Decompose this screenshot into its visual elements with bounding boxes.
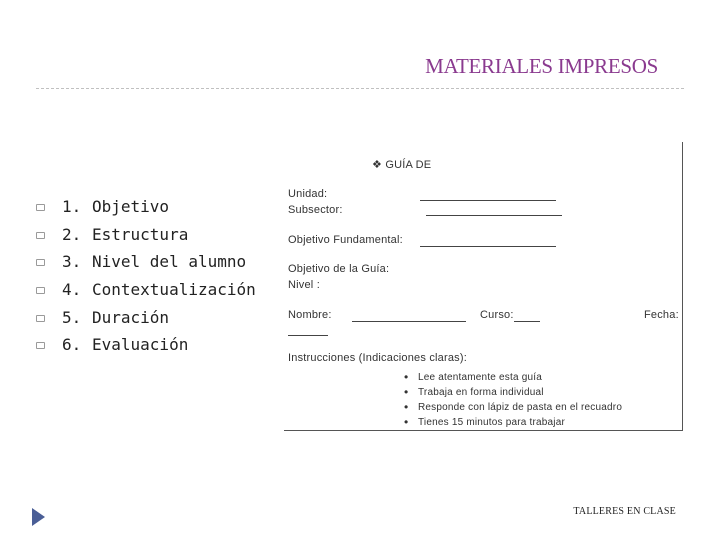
unidad-label: Unidad: — [288, 188, 328, 200]
instruction-item: • Lee atentamente esta guía — [404, 370, 622, 385]
objetivo-fundamental-label: Objetivo Fundamental: — [288, 234, 403, 246]
curso-blank — [514, 321, 540, 322]
list-item-number: 3. — [62, 252, 82, 272]
square-bullet-icon — [36, 285, 45, 294]
square-bullet-icon — [36, 230, 45, 239]
instrucciones-label: Instrucciones (Indicaciones claras): — [288, 352, 467, 364]
square-bullet-icon — [36, 340, 45, 349]
subsector-label: Subsector: — [288, 204, 343, 216]
guide-heading: ❖ GUÍA DE — [372, 159, 432, 171]
subsector-blank — [426, 215, 562, 216]
nombre-label: Nombre: — [288, 309, 332, 321]
list-item — [36, 248, 256, 276]
guide-document-image — [284, 142, 683, 431]
list-item-text: Evaluación — [92, 335, 189, 355]
list-item — [36, 331, 256, 359]
list-item-number: 6. — [62, 335, 82, 355]
list-item — [36, 303, 256, 331]
list-item-text: Contextualización — [92, 280, 256, 300]
list-item-text: Nivel del alumno — [92, 252, 247, 272]
title-divider — [36, 88, 684, 89]
fecha-label: Fecha: — [644, 309, 679, 321]
list-item-text: Duración — [92, 307, 170, 327]
square-bullet-icon — [36, 313, 45, 322]
objetivo-fundamental-blank — [420, 246, 556, 247]
objetivo-guia-label: Objetivo de la Guía: — [288, 263, 390, 275]
page-title: MATERIALES IMPRESOS — [425, 54, 658, 78]
fecha-blank — [288, 335, 328, 336]
topic-list — [36, 193, 256, 359]
list-item-number: 4. — [62, 280, 82, 300]
instruction-item: • Trabaja en forma individual — [404, 385, 622, 400]
list-item-number: 5. — [62, 307, 82, 327]
list-item-text: Objetivo — [92, 197, 170, 217]
curso-label: Curso: — [480, 309, 514, 321]
instructions-list — [404, 370, 622, 430]
next-arrow-icon[interactable] — [32, 508, 45, 526]
square-bullet-icon — [36, 257, 45, 266]
list-item-number: 2. — [62, 224, 82, 244]
list-item-number: 1. — [62, 197, 82, 217]
square-bullet-icon — [36, 202, 45, 211]
footer-label: TALLERES EN CLASE — [573, 506, 676, 517]
list-item-text: Estructura — [92, 224, 189, 244]
nombre-blank — [352, 321, 466, 322]
list-item — [36, 276, 256, 304]
list-item — [36, 221, 256, 249]
unidad-blank — [420, 200, 556, 201]
instruction-item: • Responde con lápiz de pasta en el recuadro — [404, 400, 622, 415]
list-item — [36, 193, 256, 221]
nivel-label: Nivel : — [288, 279, 320, 291]
instruction-item: • Tienes 15 minutos para trabajar — [404, 415, 622, 430]
